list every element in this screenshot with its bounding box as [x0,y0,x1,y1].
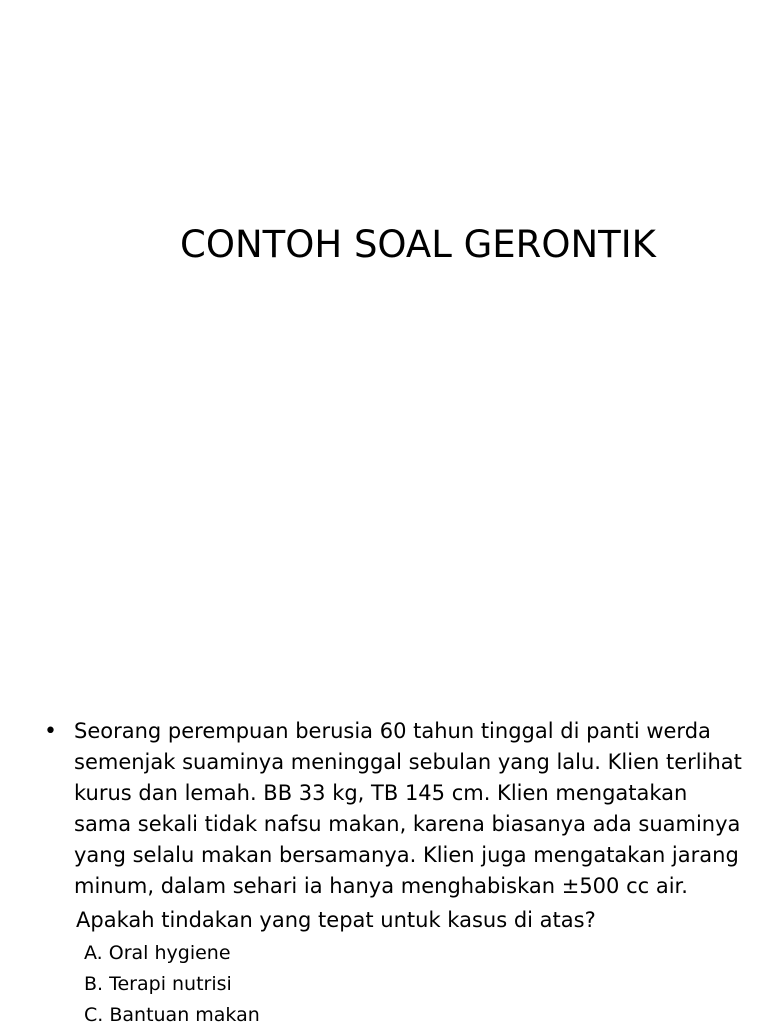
bullet-marker: • [44,719,57,744]
option-b: B. Terapi nutrisi [84,973,232,995]
case-line: kurus dan lemah. BB 33 kg, TB 145 cm. Klien mengatakan [74,781,688,805]
case-line: yang selalu makan bersamanya. Klien juga mengatakan jarang [74,843,739,867]
case-line: minum, dalam sehari ia hanya menghabiskan ±500 cc air. [74,874,688,898]
question-text: Apakah tindakan yang tepat untuk kasus di atas? [76,908,596,932]
case-description [74,716,744,902]
case-line: semenjak suaminya meninggal sebulan yang lalu. Klien terlihat [74,750,742,774]
case-line: sama sekali tidak nafsu makan, karena biasanya ada suaminya [74,812,741,836]
option-c: C. Bantuan makan [84,1004,260,1026]
slide-title: CONTOH SOAL GERONTIK [180,223,656,266]
case-line: Seorang perempuan berusia 60 tahun tinggal di panti werda [74,719,711,743]
option-a: A. Oral hygiene [84,942,231,964]
